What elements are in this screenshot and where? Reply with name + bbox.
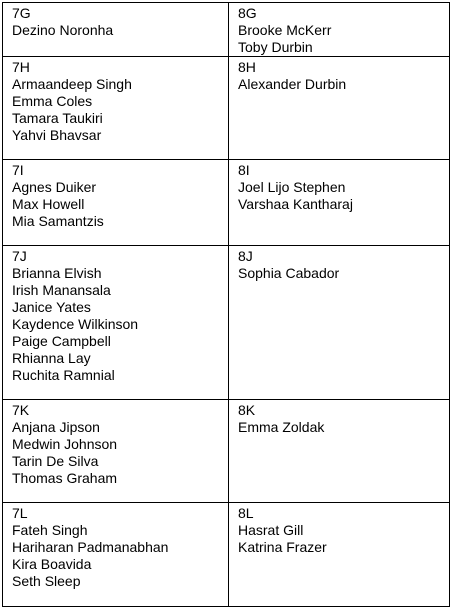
student-name: Janice Yates [12, 299, 91, 315]
student-name: Rhianna Lay [12, 350, 91, 366]
student-name: Thomas Graham [12, 470, 118, 486]
class-cell-left [3, 503, 229, 607]
student-name: Fateh Singh [12, 522, 88, 538]
student-name: Irish Manansala [12, 282, 111, 298]
student-name: Kaydence Wilkinson [12, 316, 139, 332]
student-name: Toby Durbin [238, 39, 313, 55]
class-cell-left [3, 400, 229, 503]
student-name: Tamara Taukiri [12, 110, 103, 126]
student-name: Paige Campbell [12, 333, 111, 349]
student-name: Kira Boavida [12, 556, 92, 572]
table-row [3, 57, 450, 160]
class-cell-right [229, 3, 450, 57]
student-name: Varshaa Kantharaj [238, 196, 353, 212]
student-name: Sophia Cabador [238, 265, 340, 281]
class-label: 8G [238, 5, 257, 21]
class-cell-right [229, 400, 450, 503]
class-label: 8L [238, 505, 254, 521]
class-label: 8I [238, 162, 250, 178]
class-cell-left [3, 57, 229, 160]
student-name: Katrina Frazer [238, 539, 327, 555]
table-row [3, 3, 450, 57]
class-cell-right [229, 503, 450, 607]
class-label: 7J [12, 248, 27, 264]
class-label: 8K [238, 402, 256, 418]
student-name: Yahvi Bhavsar [12, 127, 102, 143]
class-label: 8H [238, 59, 256, 75]
student-name: Hasrat Gill [238, 522, 304, 538]
table-row [3, 503, 450, 607]
class-label: 7I [12, 162, 24, 178]
class-label: 7G [12, 5, 31, 21]
table-row [3, 400, 450, 503]
class-label: 7H [12, 59, 30, 75]
class-cell-right [229, 57, 450, 160]
class-cell-left [3, 3, 229, 57]
table-body [3, 3, 450, 607]
student-name: Anjana Jipson [12, 419, 100, 435]
student-name: Joel Lijo Stephen [238, 179, 346, 195]
table-row [3, 246, 450, 400]
student-name: Agnes Duiker [12, 179, 97, 195]
student-name: Dezino Noronha [12, 22, 114, 38]
student-name: Mia Samantzis [12, 213, 104, 229]
student-name: Hariharan Padmanabhan [12, 539, 169, 555]
table-row [3, 160, 450, 246]
class-table [2, 2, 450, 607]
student-name: Tarin De Silva [12, 453, 99, 469]
student-name: Ruchita Ramnial [12, 367, 115, 383]
student-name: Medwin Johnson [12, 436, 118, 452]
student-name: Seth Sleep [12, 573, 81, 589]
class-cell-right [229, 246, 450, 400]
student-name: Emma Coles [12, 93, 93, 109]
class-cell-right [229, 160, 450, 246]
class-cell-left [3, 160, 229, 246]
class-label: 7L [12, 505, 28, 521]
class-cell-left [3, 246, 229, 400]
class-label: 8J [238, 248, 253, 264]
student-name: Max Howell [12, 196, 85, 212]
student-name: Brianna Elvish [12, 265, 102, 281]
class-label: 7K [12, 402, 30, 418]
student-name: Emma Zoldak [238, 419, 325, 435]
student-name: Armaandeep Singh [12, 76, 132, 92]
student-name: Alexander Durbin [238, 76, 347, 92]
student-name: Brooke McKerr [238, 22, 332, 38]
